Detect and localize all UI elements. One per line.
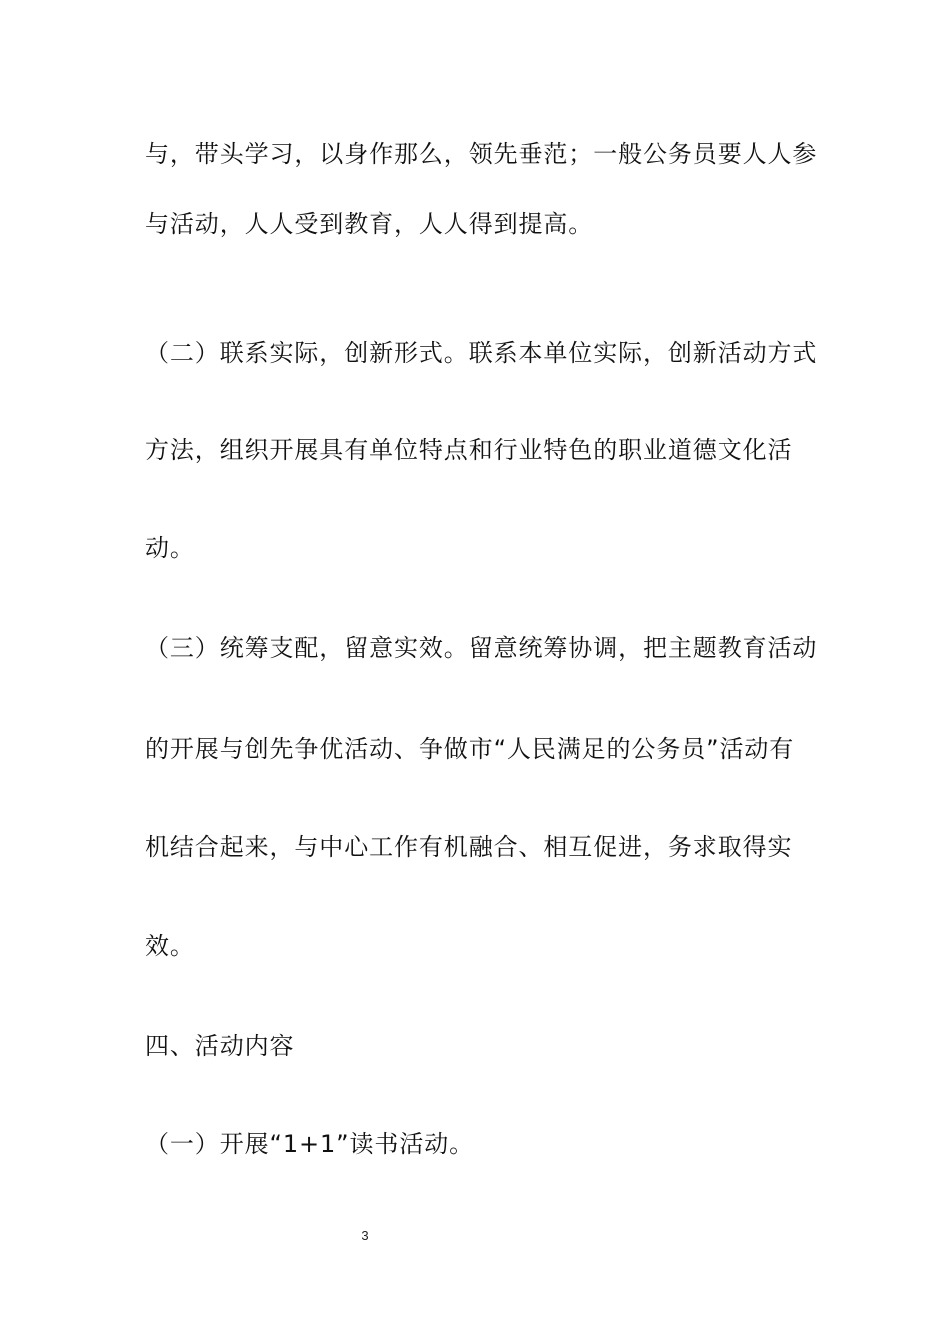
body-text-line: 与活动，人人受到教育，人人得到提高。 [145,210,594,238]
body-text-line: 与，带头学习，以身作那么，领先垂范；一般公务员要人人参 [145,140,818,168]
section-paragraph-line: （三）统筹支配，留意实效。留意统筹协调，把主题教育活动 [145,634,818,662]
body-text-line: 动。 [145,534,195,562]
body-text-line: 效。 [145,932,195,960]
section-heading: 四、活动内容 [145,1032,295,1060]
subsection-heading: （一）开展“1+1”读书活动。 [145,1130,475,1158]
body-text-line: 的开展与创先争优活动、争做市“人民满足的公务员”活动有 [145,735,795,763]
body-text-line: 方法，组织开展具有单位特点和行业特色的职业道德文化活 [145,436,793,464]
body-text-line: 机结合起来，与中心工作有机融合、相互促进，务求取得实 [145,833,793,861]
section-paragraph-line: （二）联系实际，创新形式。联系本单位实际，创新活动方式 [145,339,818,367]
page-number: 3 [361,1228,369,1243]
